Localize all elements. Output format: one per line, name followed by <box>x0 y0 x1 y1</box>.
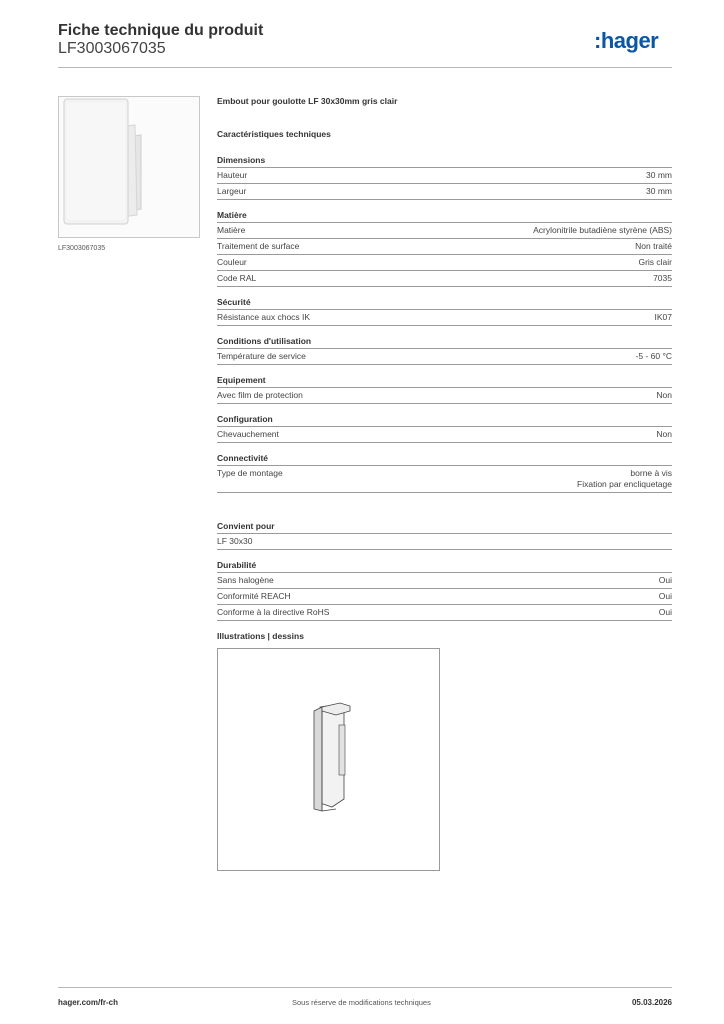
spec-section <box>217 375 672 404</box>
footer-website-link[interactable]: hager.com/fr-ch <box>58 998 119 1007</box>
spec-row <box>217 534 672 550</box>
spec-section <box>217 414 672 443</box>
spec-value: IK07 <box>654 312 672 322</box>
spec-row <box>217 388 672 404</box>
product-name: Embout pour goulotte LF 30x30mm gris clair <box>217 96 398 106</box>
spec-row <box>217 239 672 255</box>
spec-row <box>217 466 672 493</box>
spec-label: Hauteur <box>217 170 248 180</box>
photo-caption: LF3003067035 <box>58 245 106 252</box>
spec-value: Non <box>656 429 672 439</box>
section-title: Convient pour <box>217 521 672 534</box>
spec-row <box>217 271 672 287</box>
spec-value: 30 mm <box>646 170 672 180</box>
section-title: Configuration <box>217 414 672 427</box>
spec-value: Non <box>656 390 672 400</box>
caracteristiques-heading: Caractéristiques techniques <box>217 129 331 139</box>
spec-row <box>217 589 672 605</box>
spec-value: Non traité <box>635 241 672 251</box>
spec-label: Code RAL <box>217 273 257 283</box>
spec-value: -5 - 60 °C <box>635 351 672 361</box>
section-title: Durabilité <box>217 560 672 573</box>
illustrations-heading: Illustrations | dessins <box>217 631 304 641</box>
spec-row <box>217 573 672 589</box>
spec-label: Chevauchement <box>217 429 279 439</box>
spec-row <box>217 168 672 184</box>
end-cap-photo-icon <box>59 97 199 237</box>
spec-sections <box>217 155 672 493</box>
spec-section <box>217 560 672 621</box>
spec-label: Matière <box>217 225 246 235</box>
section-title: Sécurité <box>217 297 672 310</box>
spec-row <box>217 310 672 326</box>
spec-row <box>217 184 672 200</box>
spec-section <box>217 521 672 550</box>
product-photo <box>58 96 200 238</box>
section-title: Equipement <box>217 375 672 388</box>
section-title: Matière <box>217 210 672 223</box>
logo-text: hager <box>600 28 659 53</box>
section-title: Conditions d'utilisation <box>217 336 672 349</box>
spec-row <box>217 223 672 239</box>
spec-label: Sans halogène <box>217 575 274 585</box>
spec-value: Oui <box>658 575 672 585</box>
spec-value: Oui <box>658 591 672 601</box>
spec-label: Traitement de surface <box>217 241 300 251</box>
spec-row <box>217 255 672 271</box>
spec-row <box>217 427 672 443</box>
footer-disclaimer: Sous réserve de modifications techniques <box>292 998 431 1007</box>
spec-section <box>217 297 672 326</box>
page-title: Fiche technique du produit <box>58 22 264 39</box>
footer-date: 05.03.2026 <box>631 998 672 1007</box>
spec-label: LF 30x30 <box>217 536 253 546</box>
spec-value: borne à vis Fixation par encliquetage <box>577 468 672 489</box>
spec-label: Type de montage <box>217 468 283 478</box>
spec-section <box>217 336 672 365</box>
spec-label: Température de service <box>217 351 306 361</box>
spec-label: Largeur <box>217 186 247 196</box>
spec-row <box>217 349 672 365</box>
spec-sections-2 <box>217 521 672 621</box>
spec-label: Couleur <box>217 257 247 267</box>
header-divider <box>58 67 672 68</box>
spec-section <box>217 453 672 493</box>
spec-label: Avec film de protection <box>217 390 303 400</box>
spec-value: 30 mm <box>646 186 672 196</box>
specs-content <box>217 96 672 641</box>
spec-value: 7035 <box>653 273 672 283</box>
end-cap-drawing-icon <box>218 649 439 870</box>
spec-label: Résistance aux chocs IK <box>217 312 311 322</box>
spec-row <box>217 605 672 621</box>
spec-label: Conformité REACH <box>217 591 291 601</box>
spec-value: Acrylonitrile butadiène styrène (ABS) <box>533 225 672 235</box>
spec-value: Gris clair <box>638 257 672 267</box>
hager-logo: :hager <box>594 28 659 53</box>
spec-section <box>217 155 672 200</box>
spec-value: Oui <box>658 607 672 617</box>
product-reference: LF3003067035 <box>58 40 166 57</box>
section-title: Dimensions <box>217 155 672 168</box>
technical-drawing <box>217 648 440 871</box>
section-title: Connectivité <box>217 453 672 466</box>
spec-section <box>217 210 672 287</box>
footer-divider <box>58 987 672 988</box>
spec-label: Conforme à la directive RoHS <box>217 607 330 617</box>
